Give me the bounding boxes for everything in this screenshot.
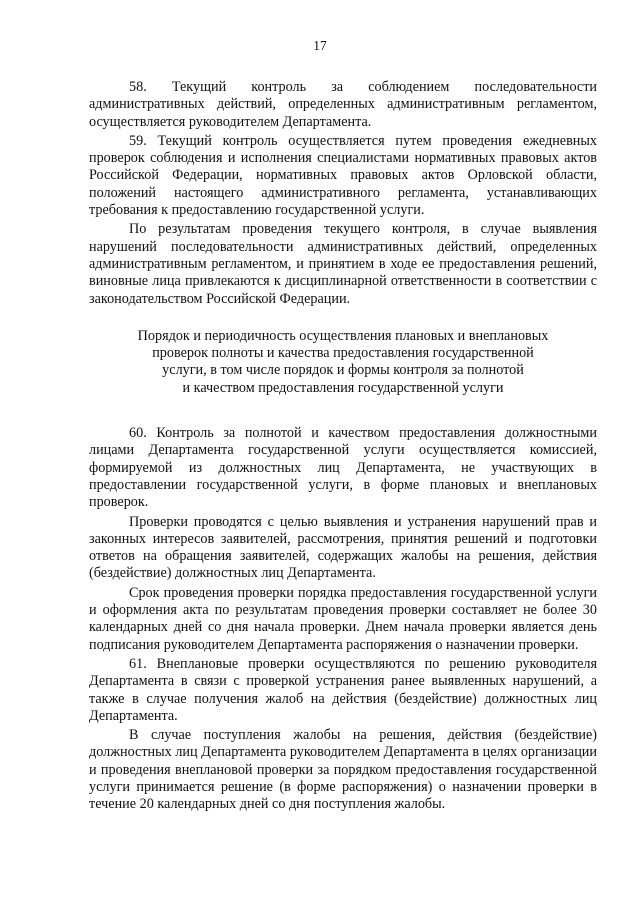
paragraph-59: 59. Текущий контроль осуществляется путем проведения ежедневных проверок соблюдения и исполнения специалистами нормативных правовых актов Российской Федерации, нормативных правовых актов Орловской области, положений настоящего административного регламента, устанавливающих требования к предоставлению государственной услуги. <box>89 132 597 219</box>
page-number: 17 <box>313 38 327 53</box>
paragraph-inspection-term: Срок проведения проверки порядка предоставления государственной услуги и оформления акта по результатам проведения проверки составляет не более 30 календарных дней со дня начала проверки. Днем начала проверки является день подписания руководителем Департамента распоряжения о назначении проверки. <box>89 584 597 653</box>
paragraph-60: 60. Контроль за полнотой и качеством предоставления должностными лицами Департамента государственной услуги осуществляется комиссией, формируемой из должностных лиц Департамента, не участвующих в предоставлении государственной услуги, в форме плановых и внеплановых проверок. <box>89 425 597 511</box>
paragraph-inspection-purpose: Проверки проводятся с целью выявления и устранения нарушений прав и законных интересов заявителей, рассмотрения, принятия решений и подготовки ответов на обращения заявителей, содержащих жалобы на решения, действия (бездействие) должностных лиц Департамента. <box>89 513 597 582</box>
paragraph-complaint-inspection: В случае поступления жалобы на решения, действия (бездействие) должностных лиц Департамента руководителем Департамента в целях организации и проведения внеплановой проверки за порядком предоставления государственной услуги принимается решение (в форме распоряжения) о назначении проверки в течение 20 календарных дней со дня поступления жалобы. <box>89 727 597 813</box>
section-heading <box>89 328 597 397</box>
document-body <box>89 79 597 814</box>
paragraph-58: 58. Текущий контроль за соблюдением последовательности административных действий, определенных административным регламентом, осуществляется руководителем Департамента. <box>89 79 597 130</box>
section-heading-line: Порядок и периодичность осуществления плановых и внеплановых <box>137 327 549 344</box>
paragraph-current-control-results: По результатам проведения текущего контроля, в случае выявления нарушений последовательности административных действий, определенных административным регламентом, и принятием в ходе ее предоставления решений, виновные лица привлекаются к дисциплинарной ответственности в соответствии с законодательством Российской Федерации. <box>89 221 597 307</box>
section-heading-line: услуги, в том числе порядок и формы контроля за полнотой <box>162 362 524 379</box>
section-heading-line: и качеством предоставления государственной услуги <box>182 379 504 396</box>
paragraph-61: 61. Внеплановые проверки осуществляются по решению руководителя Департамента в связи с проверкой устранения ранее выявленных нарушений, а также в случае получения жалоб на действия (бездействие) должностных лиц Департамента. <box>89 655 597 724</box>
section-heading-line: проверок полноты и качества предоставления государственной <box>152 345 534 362</box>
